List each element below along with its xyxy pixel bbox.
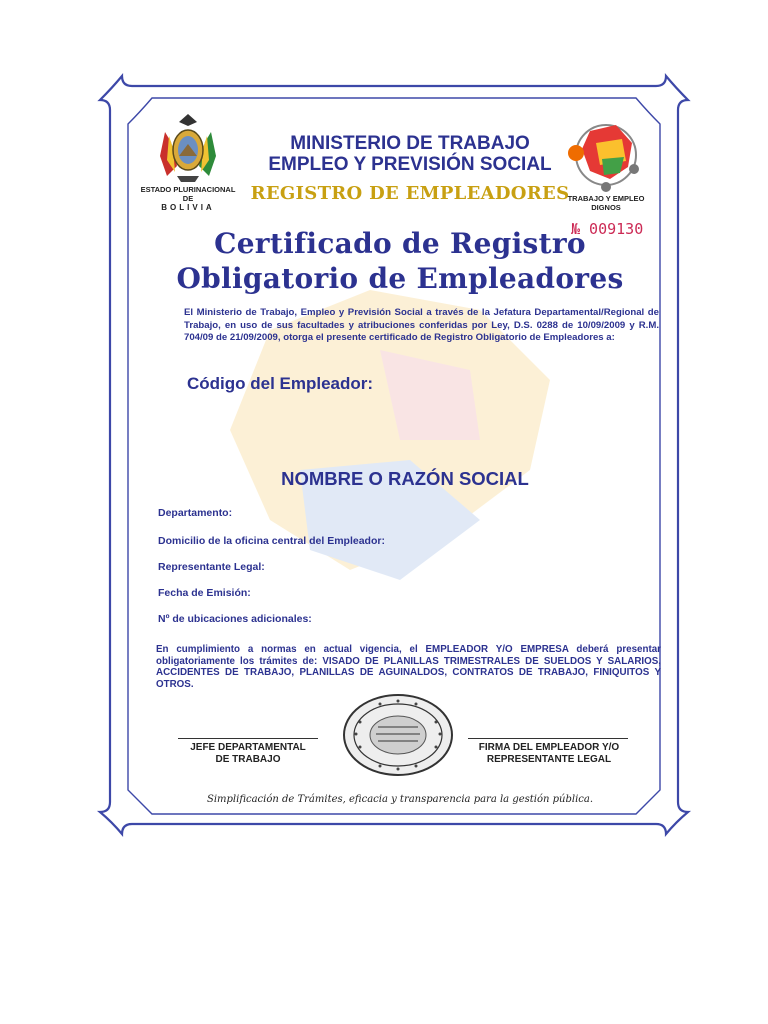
certificate-title-line: Certificado de Registro [214,227,586,260]
legal-representative-field: Representante Legal: [158,561,265,573]
company-name-label: NOMBRE O RAZÓN SOCIAL [281,468,529,489]
trabajo-empleo-logo-icon [566,117,640,193]
additional-locations-field: Nº de ubicaciones adicionales: [158,613,312,625]
certificate-title-line: Obligatorio de Empleadores [176,262,624,295]
state-caption [138,185,238,212]
ministry-title-line: MINISTERIO DE TRABAJO [290,133,530,154]
issue-date-field: Fecha de Emisión: [158,587,251,599]
left-signature-caption [168,742,328,766]
work-logo-caption [558,194,654,212]
footer-motto: Simplificación de Trámites, eficacia y transparencia para la gestión pública. [206,794,594,805]
bolivia-coat-of-arms-icon [157,112,219,186]
work-caption-line: DIGNOS [591,203,621,212]
work-caption-line: TRABAJO Y EMPLEO [567,194,645,203]
domicile-field: Domicilio de la oficina central del Empleador: [158,535,385,547]
right-signature-caption [464,742,634,766]
state-caption-line: BOLIVIA [161,203,215,212]
department-field: Departamento: [158,507,233,519]
signature-caption-line: DE TRABAJO [215,754,281,765]
state-caption-line: ESTADO PLURINACIONAL [140,185,236,194]
certificate-number: № 009130 [571,220,644,238]
ministry-title-line: EMPLEO Y PREVISIÓN SOCIAL [268,154,552,175]
compliance-paragraph: En cumplimiento a normas en actual vigencia, el EMPLEADOR Y/O EMPRESA deberá presentar obligatoriamente los trámites de: VISADO DE PLANILLAS TRIMESTRALES DE SUELDOS Y SALARIOS, ACCIDENTES DE TRABAJO, PLANILLAS DE AGUINALDOS, CONTRATOS DE TRABAJO, FINIQUITOS Y OTROS. [156,644,661,690]
ministry-title [250,133,570,175]
official-seal-stamp [340,692,456,778]
signature-caption-line: FIRMA DEL EMPLEADOR Y/O [478,742,620,753]
signature-caption-line: JEFE DEPARTAMENTAL [190,742,306,753]
registry-title: REGISTRO DE EMPLEADORES [250,183,570,204]
employer-code-label: Código del Empleador: [187,374,374,393]
right-signature-line [468,738,628,739]
signature-caption-line: REPRESENTANTE LEGAL [486,754,612,765]
left-signature-line [178,738,318,739]
state-caption-line: DE [182,194,194,203]
certificate-title [160,226,640,296]
intro-paragraph: El Ministerio de Trabajo, Empleo y Previsión Social a través de la Jefatura Departamental/Regional de Trabajo, en uso de sus facultades y atribuciones conferidas por Ley, D.S. 0288 de 10/09/2009 y R.M. 704/09 de 21/09/2009, otorga el presente certificado de Registro Obligatorio de Empleadores a: [184,307,659,343]
